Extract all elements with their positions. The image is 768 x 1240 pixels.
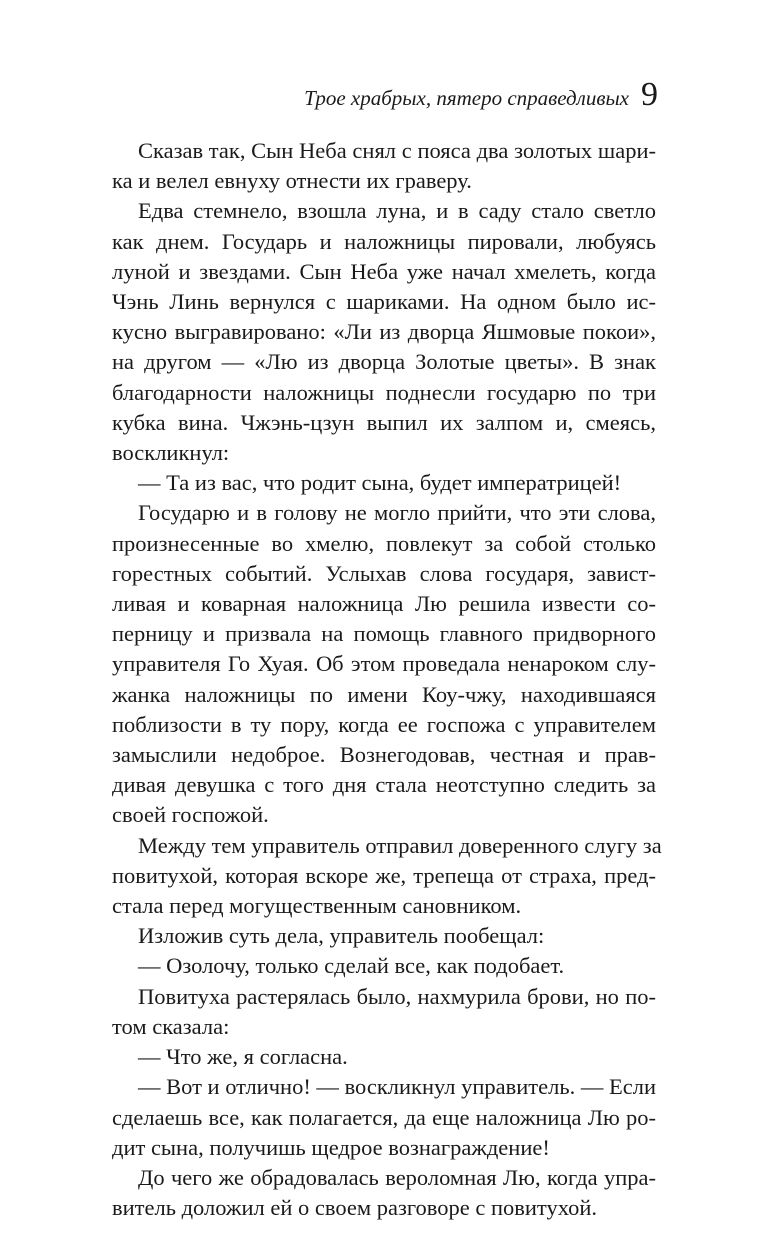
text-line: До чего же обрадовалась вероломная Лю, когда упра- bbox=[138, 1164, 656, 1190]
text-line: как днем. Государь и наложницы пировали, любуясь bbox=[112, 228, 656, 254]
text-line: Едва стемнело, взошла луна, и в саду стало светло bbox=[138, 198, 656, 224]
text-line: перницу и призвала на помощь главного придворного bbox=[112, 621, 656, 647]
text-line: своей госпожой. bbox=[112, 802, 269, 828]
text-line: сделаешь все, как полагается, да еще наложница Лю ро- bbox=[112, 1104, 656, 1130]
text-line: дит сына, получишь щедрое вознаграждение! bbox=[112, 1134, 550, 1160]
text-line: — Та из вас, что родит сына, будет императрицей! bbox=[138, 470, 622, 496]
text-line: жанка наложницы по имени Коу-чжу, находившаяся bbox=[112, 681, 656, 707]
paragraph bbox=[112, 1072, 656, 1163]
text-line: витель доложил ей о своем разговоре с повитухой. bbox=[112, 1195, 598, 1221]
paragraph bbox=[112, 951, 656, 981]
text-line: Изложив суть дела, управитель пообещал: bbox=[138, 923, 545, 949]
paragraph bbox=[112, 921, 656, 951]
paragraph bbox=[112, 498, 656, 830]
text-line: повитухой, которая вскоре же, трепеща от страха, пред- bbox=[112, 862, 656, 888]
running-title: Трое храбрых, пятеро справедливых bbox=[304, 86, 629, 110]
page-header bbox=[304, 78, 658, 112]
text-line: горестных событий. Услыхав слова государя, завист- bbox=[112, 560, 656, 586]
text-line: — Вот и отлично! — воскликнул управитель. — Если bbox=[138, 1074, 656, 1100]
paragraph bbox=[112, 196, 656, 468]
text-line: кусно выгравировано: «Ли из дворца Яшмовые покои», bbox=[112, 319, 656, 345]
text-line: стала перед могущественным сановником. bbox=[112, 893, 522, 919]
text-line: поблизости в ту пору, когда ее госпожа с управителем bbox=[112, 711, 656, 737]
text-line: управителя Го Хуая. Об этом проведала ненароком слу- bbox=[112, 651, 656, 677]
page-number: 9 bbox=[641, 76, 658, 113]
paragraph bbox=[112, 982, 656, 1042]
text-line: Сказав так, Сын Неба снял с пояса два золотых шари- bbox=[138, 138, 656, 163]
text-line: Государю и в голову не могло прийти, что эти слова, bbox=[138, 500, 656, 526]
text-line: кубка вина. Чжэнь-цзун выпил их залпом и, смеясь, bbox=[112, 409, 656, 435]
text-line: ливая и коварная наложница Лю решила извести со- bbox=[112, 591, 656, 617]
text-line: замыслили недоброе. Вознегодовав, честная и прав- bbox=[112, 742, 656, 768]
paragraph bbox=[112, 831, 662, 922]
body-text bbox=[112, 136, 662, 1223]
paragraph bbox=[112, 1042, 656, 1072]
text-line: благодарности наложницы поднесли государю по три bbox=[112, 379, 656, 405]
text-line: луной и звездами. Сын Неба уже начал хмелеть, когда bbox=[112, 258, 656, 284]
paragraph bbox=[112, 136, 656, 196]
text-line: том сказала: bbox=[112, 1013, 230, 1039]
text-line: на другом — «Лю из дворца Золотые цветы». В знак bbox=[112, 349, 656, 375]
text-line: — Озолочу, только сделай все, как подобает. bbox=[138, 953, 565, 979]
text-line: Чэнь Линь вернулся с шариками. На одном было ис- bbox=[112, 289, 656, 315]
text-line: Между тем управитель отправил доверенного слугу за bbox=[138, 832, 662, 858]
text-line: ка и велел евнуху отнести их граверу. bbox=[112, 168, 472, 194]
paragraph bbox=[112, 468, 656, 498]
text-line: Повитуха растерялась было, нахмурила брови, но по- bbox=[138, 983, 656, 1009]
text-line: дивая девушка с того дня стала неотступно следить за bbox=[112, 772, 656, 798]
text-line: воскликнул: bbox=[112, 440, 230, 466]
text-line: — Что же, я согласна. bbox=[138, 1044, 348, 1070]
text-line: произнесенные во хмелю, повлекут за собой столько bbox=[112, 530, 656, 556]
paragraph bbox=[112, 1163, 656, 1223]
